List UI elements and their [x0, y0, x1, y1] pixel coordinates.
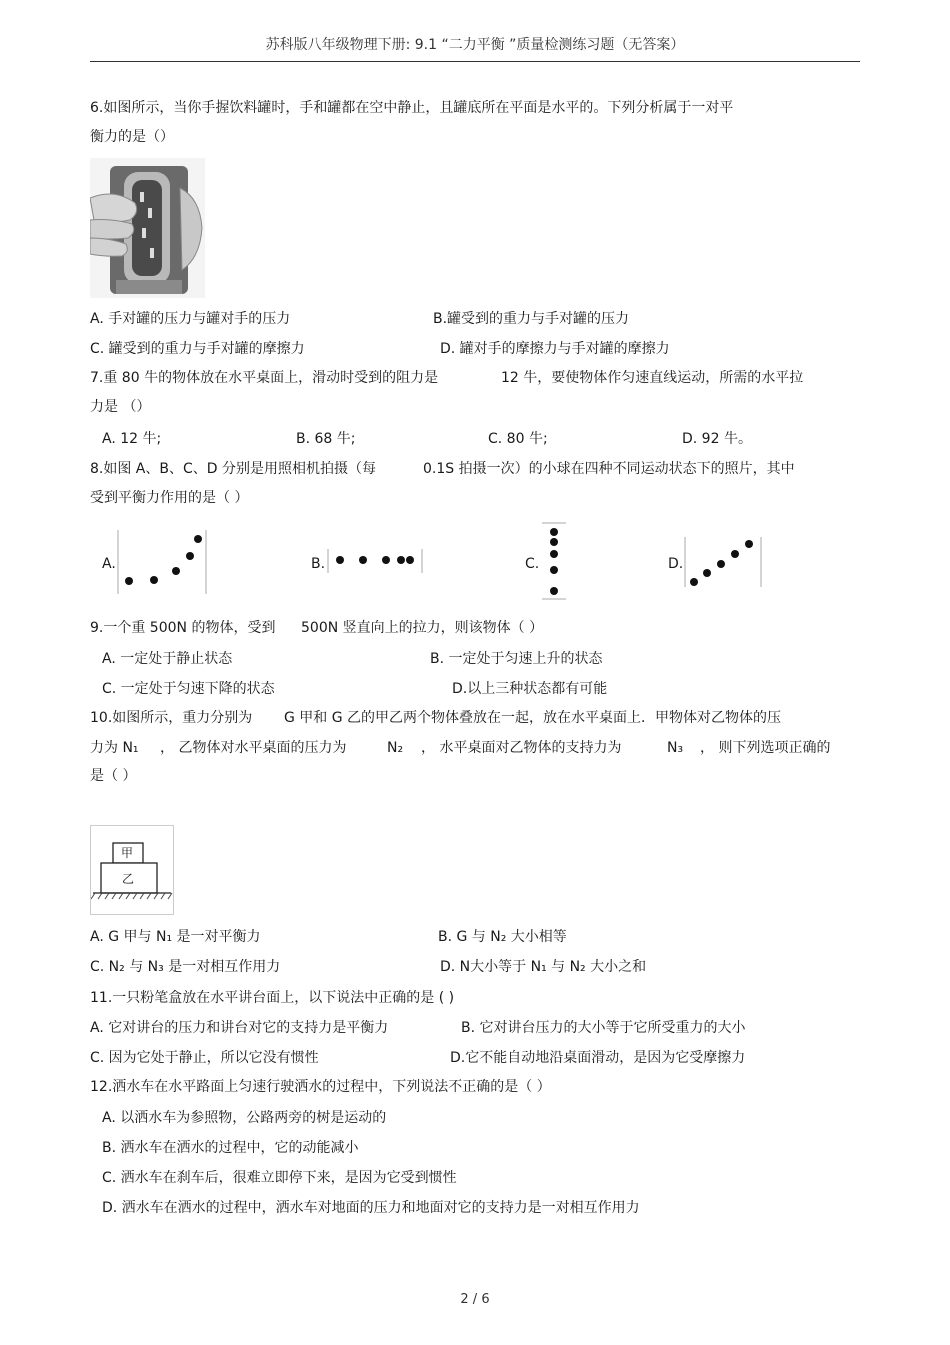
q10-option-d: D. N大小等于 N₁ 与 N₂ 大小之和: [440, 959, 647, 975]
q7-option-b: B. 68 牛;: [296, 431, 356, 447]
q8-figure-b: [326, 548, 424, 574]
q11-option-c: C. 因为它处于静止，所以它没有惯性: [90, 1050, 319, 1066]
q9-option-a: A. 一定处于静止状态: [102, 651, 233, 667]
q8-stem-line1b: 0.1S 拍摄一次）的小球在四种不同运动状态下的照片，其中: [423, 461, 795, 477]
q8-figure-c: [540, 522, 568, 600]
q8-stem-line2: 受到平衡力作用的是（ ）: [90, 490, 249, 506]
q6-hand-can-photo: [90, 158, 205, 298]
q8-option-b-label: B.: [311, 556, 326, 572]
q9-stem-b: 500N 竖直向上的拉力，则该物体（ ）: [301, 620, 544, 636]
q8-stem-line1a: 8.如图 A、B、C、D 分别是用照相机拍摄（每: [90, 461, 376, 477]
q10-line1a: 10.如图所示，重力分别为: [90, 710, 253, 726]
q8-figure-a: [116, 528, 208, 596]
q9-option-d: D.以上三种状态都有可能: [452, 681, 608, 697]
q10-option-a: A. G 甲与 N₁ 是一对平衡力: [90, 929, 261, 945]
q7-stem-line2: 力是 （）: [90, 399, 151, 415]
page-number: 2 / 6: [460, 1292, 490, 1307]
header-rule: [90, 61, 860, 62]
q11-option-b: B. 它对讲台压力的大小等于它所受重力的大小: [461, 1020, 746, 1036]
q10-option-c: C. N₂ 与 N₃ 是一对相互作用力: [90, 959, 281, 975]
q7-option-c: C. 80 牛;: [488, 431, 548, 447]
q6-stem-line2: 衡力的是（）: [90, 129, 174, 145]
q10-line1b: G 甲和 G 乙的甲乙两个物体叠放在一起，放在水平桌面上．甲物体对乙物体的压: [284, 710, 782, 726]
q12-option-c: C. 洒水车在刹车后，很难立即停下来，是因为它受到惯性: [102, 1170, 457, 1186]
q10-line2e: N₃: [667, 740, 684, 756]
q11-stem: 11.一只粉笔盒放在水平讲台面上，以下说法中正确的是 ( ): [90, 990, 455, 1006]
q7-option-d: D. 92 牛。: [682, 431, 752, 447]
q10-line2d: ， 水平桌面对乙物体的支持力为: [421, 740, 622, 756]
q6-stem-line1: 6.如图所示，当你手握饮料罐时，手和罐都在空中静止，且罐底所在平面是水平的。下列分析属于一对平: [90, 100, 734, 116]
q8-option-d-label: D.: [668, 556, 684, 572]
q12-option-b: B. 洒水车在洒水的过程中，它的动能减小: [102, 1140, 359, 1156]
q10-line2c: N₂: [387, 740, 404, 756]
q12-option-d: D. 洒水车在洒水的过程中，洒水车对地面的压力和地面对它的支持力是一对相互作用力: [102, 1200, 640, 1216]
q10-option-b: B. G 与 N₂ 大小相等: [438, 929, 567, 945]
q8-option-a-label: A.: [102, 556, 116, 572]
q6-option-b: B.罐受到的重力与手对罐的压力: [433, 311, 630, 327]
q7-stem-line1a: 7.重 80 牛的物体放在水平桌面上，滑动时受到的阻力是: [90, 370, 439, 386]
q7-option-a: A. 12 牛;: [102, 431, 162, 447]
q10-fig-label-yi: 乙: [122, 872, 135, 886]
q10-line3: 是（ ）: [90, 768, 137, 784]
q10-line2b: ， 乙物体对水平桌面的压力为: [160, 740, 347, 756]
q6-option-d: D. 罐对手的摩擦力与手对罐的摩擦力: [440, 341, 670, 357]
q6-option-a: A. 手对罐的压力与罐对手的压力: [90, 311, 291, 327]
q8-option-c-label: C.: [525, 556, 540, 572]
q10-line2a: 力为 N₁: [90, 740, 139, 756]
q12-option-a: A. 以洒水车为参照物，公路两旁的树是运动的: [102, 1110, 387, 1126]
q10-fig-label-jia: 甲: [121, 846, 134, 860]
page-header: 苏科版八年级物理下册: 9.1 “二力平衡 ”质量检测练习题（无答案）: [265, 37, 685, 53]
q9-stem-a: 9.一个重 500N 的物体，受到: [90, 620, 276, 636]
q10-stacked-blocks-figure: [90, 825, 174, 915]
q8-figure-d: [683, 535, 763, 589]
q9-option-b: B. 一定处于匀速上升的状态: [430, 651, 603, 667]
q9-option-c: C. 一定处于匀速下降的状态: [102, 681, 275, 697]
q12-stem: 12.洒水车在水平路面上匀速行驶洒水的过程中，下列说法不正确的是（ ）: [90, 1079, 551, 1095]
q10-line2f: ， 则下列选项正确的: [700, 740, 831, 756]
q11-option-d: D.它不能自动地沿桌面滑动，是因为它受摩擦力: [450, 1050, 746, 1066]
q7-stem-line1b: 12 牛，要使物体作匀速直线运动，所需的水平拉: [501, 370, 804, 386]
q6-option-c: C. 罐受到的重力与手对罐的摩擦力: [90, 341, 305, 357]
q11-option-a: A. 它对讲台的压力和讲台对它的支持力是平衡力: [90, 1020, 389, 1036]
